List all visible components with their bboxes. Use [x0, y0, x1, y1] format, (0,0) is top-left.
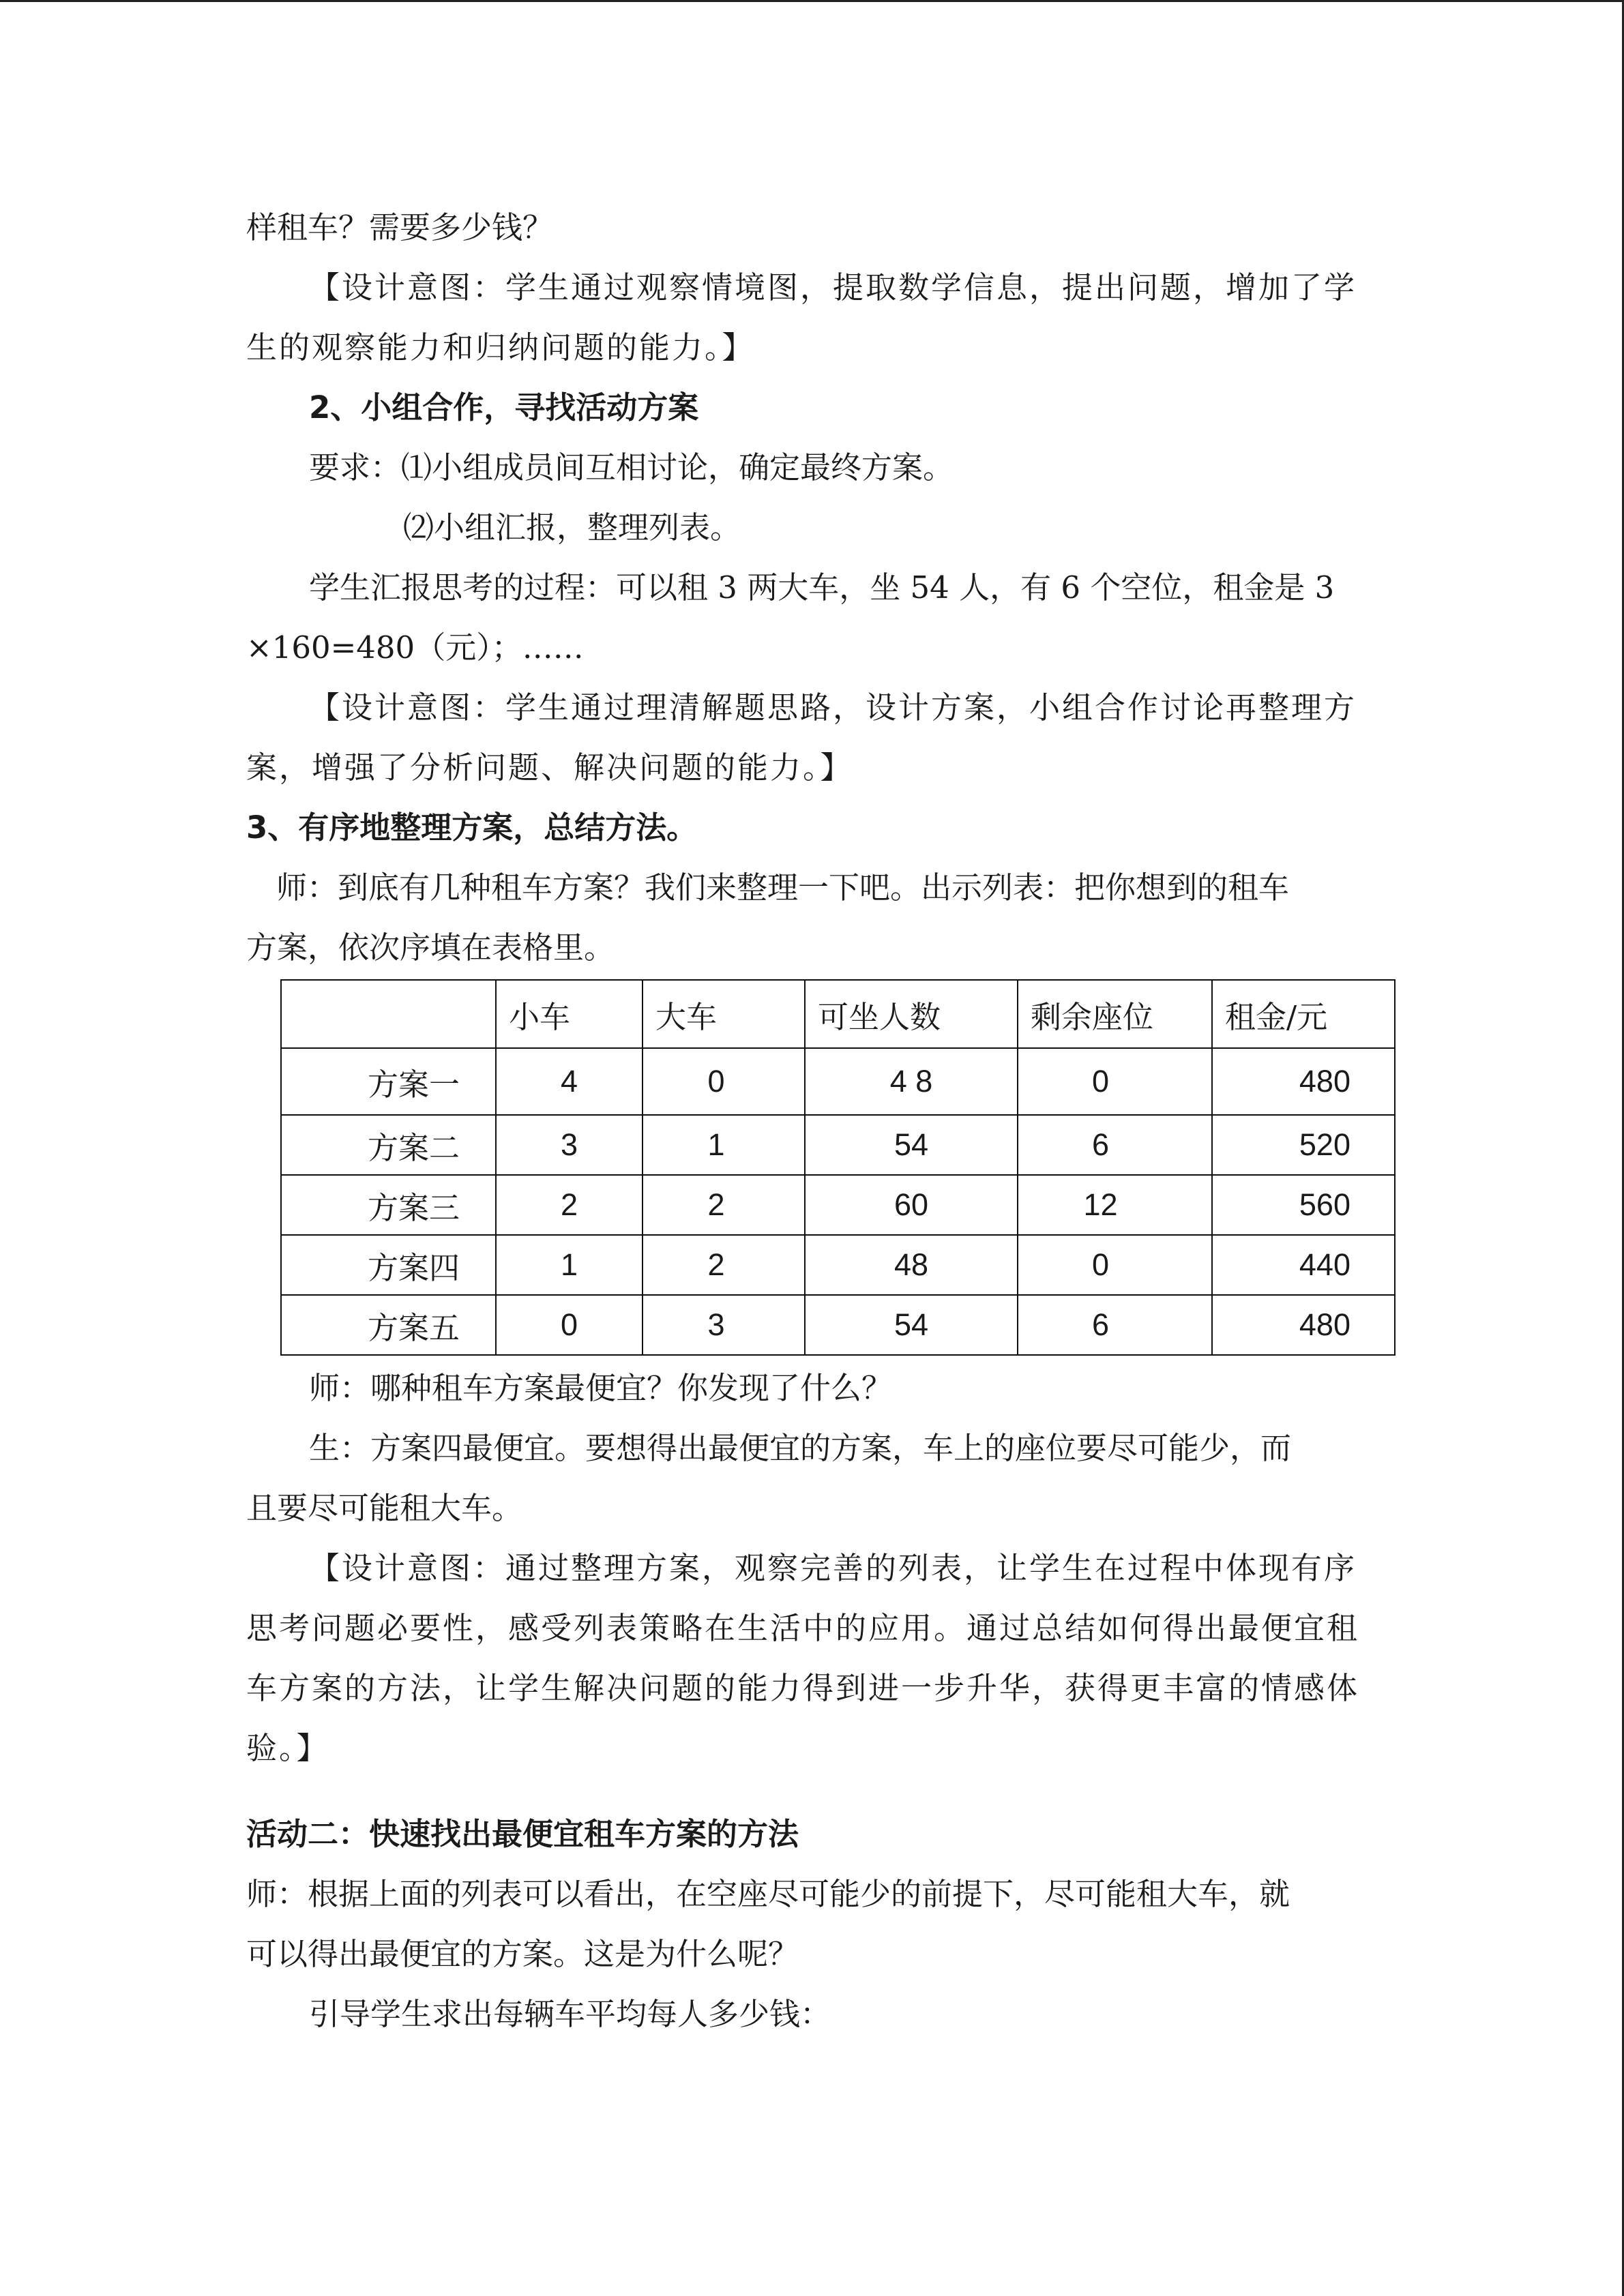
teacher-explanation-line-2: 可以得出最便宜的方案。这是为什么呢？ [246, 1936, 799, 1972]
plan-label: 方案二 [281, 1115, 496, 1175]
remaining-seats: 6 [1018, 1295, 1212, 1355]
design-intent-3-line-3: 车方案的方法，让学生解决问题的能力得到进一步升华，获得更丰富的情感体 [246, 1670, 1360, 1706]
requirement-2: ⑵小组汇报，整理列表。 [403, 509, 741, 546]
table-row [281, 1048, 1395, 1115]
design-intent-2-line-2: 案，增强了分析问题、解决问题的能力。】 [246, 749, 853, 786]
remaining-seats: 12 [1018, 1175, 1212, 1235]
table-row [281, 1115, 1395, 1175]
remaining-seats: 6 [1018, 1115, 1212, 1175]
teacher-prompt-line-1: 师：到底有几种租车方案？我们来整理一下吧。出示列表：把你想到的租车 [276, 869, 1290, 906]
seat-count: 4 8 [805, 1048, 1018, 1115]
design-intent-3-line-4: 验。】 [246, 1730, 329, 1766]
table-header-row [281, 980, 1395, 1048]
requirement-1: 要求：⑴小组成员间互相讨论，确定最终方案。 [309, 449, 954, 486]
big-car-count: 2 [643, 1235, 805, 1295]
rental-price: 480 [1212, 1295, 1395, 1355]
document-body [246, 198, 1365, 2044]
design-intent-3-line-2: 思考问题必要性，感受列表策略在生活中的应用。通过总结如何得出最便宜租 [246, 1610, 1360, 1646]
small-car-count: 4 [496, 1048, 643, 1115]
design-intent-1-line-1: 【设计意图：学生通过观察情境图，提取数学信息，提出问题，增加了学 [309, 269, 1357, 305]
rental-plan-table [280, 979, 1396, 1356]
plan-label: 方案三 [281, 1175, 496, 1235]
table-header-cell: 可坐人数 [805, 980, 1018, 1048]
design-intent-3-line-1: 【设计意图：通过整理方案，观察完善的列表，让学生在过程中体现有序 [309, 1550, 1357, 1586]
big-car-count: 1 [643, 1115, 805, 1175]
student-report-line-2: ×160=480（元）；…… [246, 629, 584, 666]
section-heading-3: 3、有序地整理方案，总结方法。 [246, 809, 698, 846]
seat-count: 60 [805, 1175, 1018, 1235]
big-car-count: 2 [643, 1175, 805, 1235]
seat-count: 54 [805, 1115, 1018, 1175]
table-row [281, 1295, 1395, 1355]
small-car-count: 2 [496, 1175, 643, 1235]
small-car-count: 1 [496, 1235, 643, 1295]
table-header-cell [281, 980, 496, 1048]
remaining-seats: 0 [1018, 1048, 1212, 1115]
student-answer-line-1: 生：方案四最便宜。要想得出最便宜的方案，车上的座位要尽可能少，而 [309, 1430, 1292, 1466]
rental-price: 480 [1212, 1048, 1395, 1115]
teacher-prompt-line-2: 方案，依次序填在表格里。 [246, 929, 615, 966]
big-car-count: 3 [643, 1295, 805, 1355]
rental-price: 520 [1212, 1115, 1395, 1175]
student-answer-line-2: 且要尽可能租大车。 [246, 1490, 523, 1526]
page-border-top [0, 0, 1624, 2]
design-intent-1-line-2: 生的观察能力和归纳问题的能力。】 [246, 329, 755, 366]
activity-two-heading: 活动二：快速找出最便宜租车方案的方法 [246, 1816, 799, 1852]
design-intent-2-line-1: 【设计意图：学生通过理清解题思路，设计方案，小组合作讨论再整理方 [309, 689, 1357, 726]
table-header-cell: 大车 [643, 980, 805, 1048]
big-car-count: 0 [643, 1048, 805, 1115]
paragraph-continuation: 样租车？需要多少钱？ [246, 209, 554, 245]
student-report-line-1: 学生汇报思考的过程：可以租 3 两大车，坐 54 人，有 6 个空位，租金是 3 [309, 569, 1335, 606]
remaining-seats: 0 [1018, 1235, 1212, 1295]
small-car-count: 3 [496, 1115, 643, 1175]
teacher-question: 师：哪种租车方案最便宜？你发现了什么？ [309, 1370, 893, 1406]
rental-price: 560 [1212, 1175, 1395, 1235]
plan-label: 方案一 [281, 1048, 496, 1115]
small-car-count: 0 [496, 1295, 643, 1355]
table-header-cell: 租金/元 [1212, 980, 1395, 1048]
plan-label: 方案五 [281, 1295, 496, 1355]
guidance-line: 引导学生求出每辆车平均每人多少钱： [309, 1996, 831, 2032]
table-row [281, 1235, 1395, 1295]
teacher-explanation-line-1: 师：根据上面的列表可以看出，在空座尽可能少的前提下，尽可能租大车，就 [246, 1876, 1290, 1912]
table-header-cell: 剩余座位 [1018, 980, 1212, 1048]
rental-price: 440 [1212, 1235, 1395, 1295]
section-heading-2: 2、小组合作，寻找活动方案 [309, 389, 699, 426]
plan-label: 方案四 [281, 1235, 496, 1295]
table-header-cell: 小车 [496, 980, 643, 1048]
table-row [281, 1175, 1395, 1235]
seat-count: 54 [805, 1295, 1018, 1355]
seat-count: 48 [805, 1235, 1018, 1295]
